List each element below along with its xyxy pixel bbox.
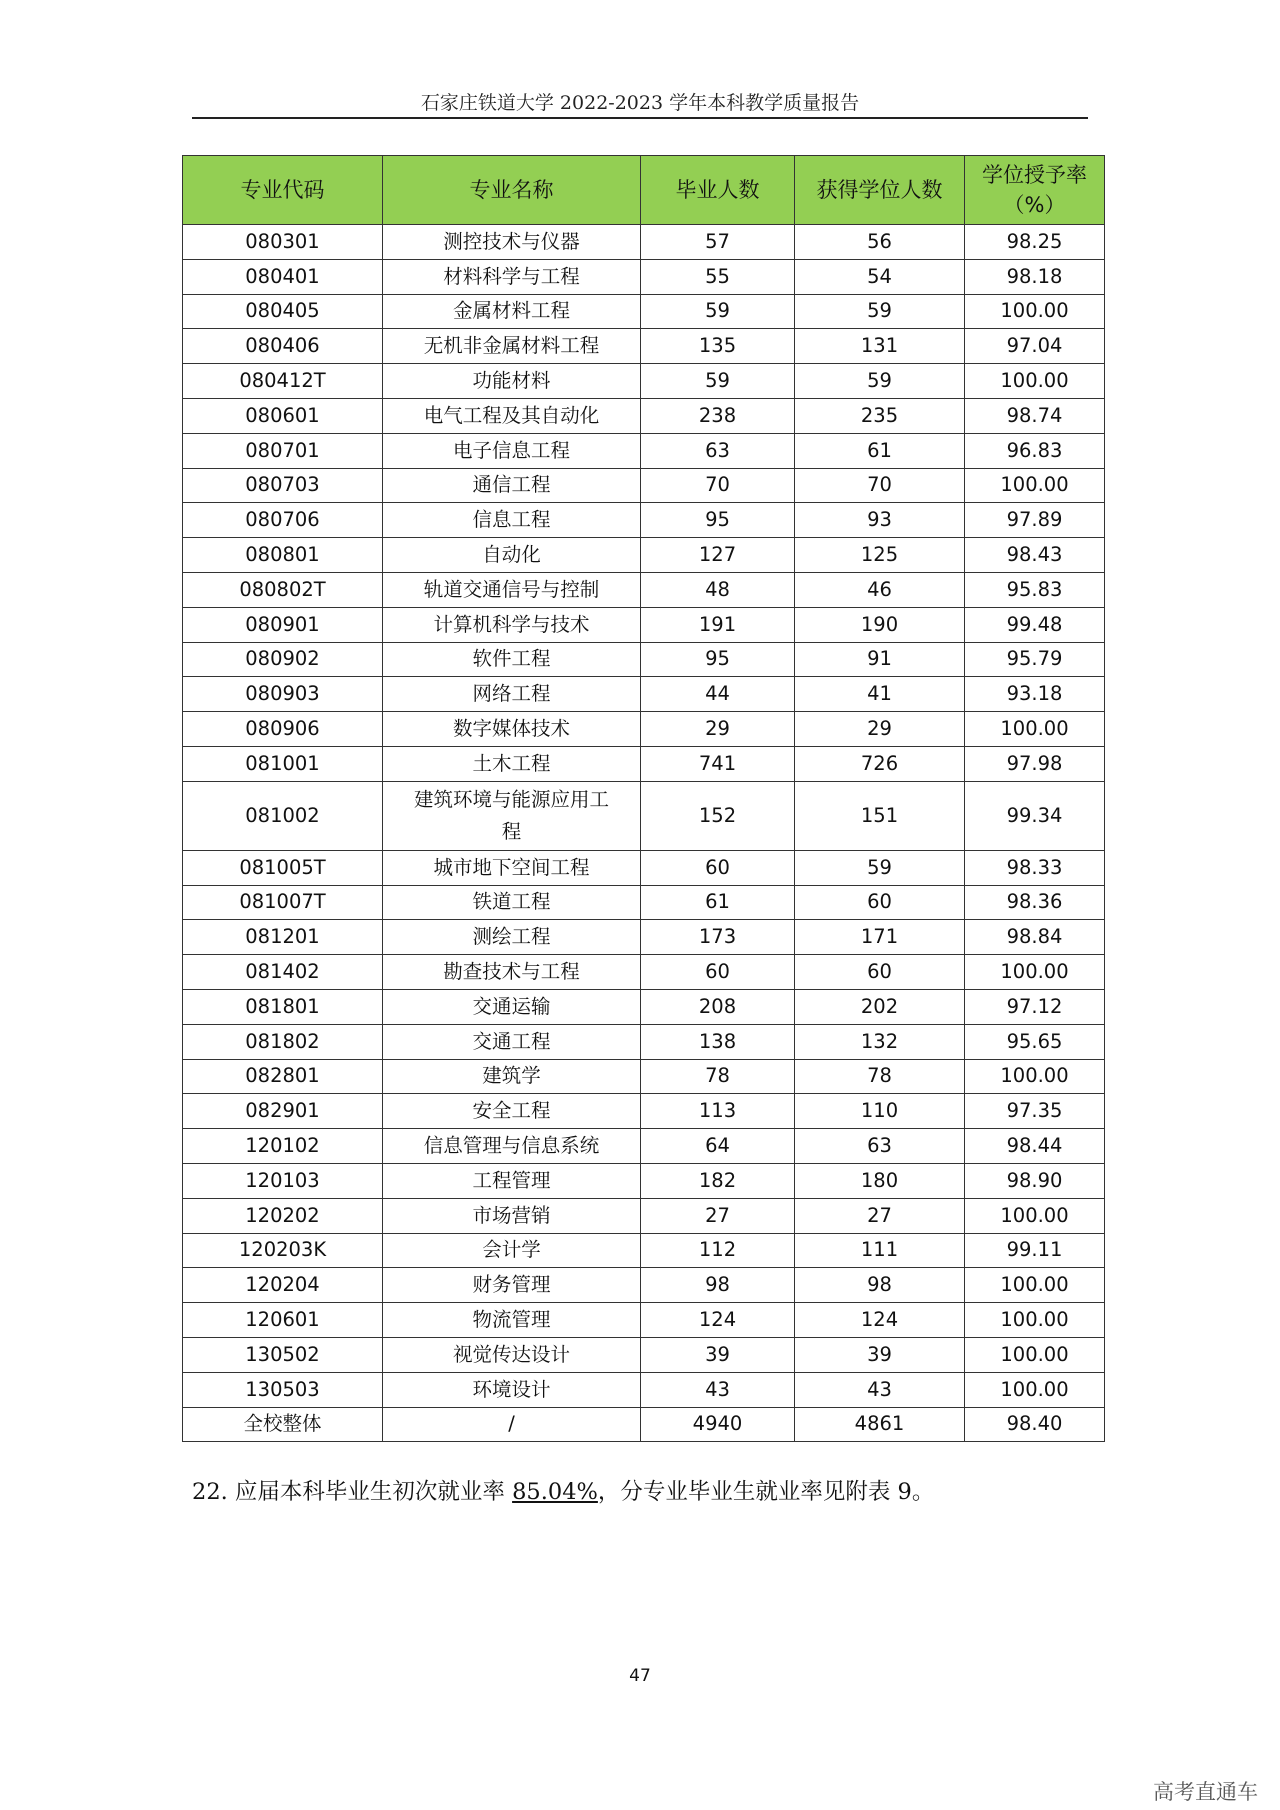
cell-degrees: 63	[795, 1129, 965, 1164]
cell-code: 081007T	[183, 885, 383, 920]
cell-grads: 741	[641, 746, 795, 781]
cell-degrees: 78	[795, 1059, 965, 1094]
table-row	[183, 329, 1105, 364]
cell-grads: 173	[641, 920, 795, 955]
table-row	[183, 225, 1105, 260]
cell-grads: 48	[641, 572, 795, 607]
cell-code: 全校整体	[183, 1407, 383, 1442]
cell-rate: 100.00	[965, 1059, 1105, 1094]
table-row	[183, 1372, 1105, 1407]
cell-code: 120203K	[183, 1233, 383, 1268]
cell-name: 计算机科学与技术	[383, 607, 641, 642]
cell-grads: 59	[641, 364, 795, 399]
cell-rate: 95.83	[965, 572, 1105, 607]
cell-code: 120202	[183, 1198, 383, 1233]
cell-code: 081005T	[183, 850, 383, 885]
cell-degrees: 29	[795, 712, 965, 747]
cell-code: 081201	[183, 920, 383, 955]
cell-name: 无机非金属材料工程	[383, 329, 641, 364]
table-row	[183, 677, 1105, 712]
table-row	[183, 642, 1105, 677]
cell-grads: 29	[641, 712, 795, 747]
header-rule	[192, 117, 1088, 119]
cell-code: 081402	[183, 955, 383, 990]
cell-code: 080405	[183, 294, 383, 329]
employment-rate: 85.04%	[512, 1479, 598, 1505]
cell-rate: 100.00	[965, 955, 1105, 990]
cell-degrees: 43	[795, 1372, 965, 1407]
cell-rate: 97.98	[965, 746, 1105, 781]
cell-code: 080903	[183, 677, 383, 712]
table-row	[183, 294, 1105, 329]
cell-rate: 100.00	[965, 712, 1105, 747]
cell-rate: 98.74	[965, 398, 1105, 433]
cell-rate: 100.00	[965, 1337, 1105, 1372]
cell-degrees: 235	[795, 398, 965, 433]
cell-degrees: 59	[795, 294, 965, 329]
cell-name: 安全工程	[383, 1094, 641, 1129]
table-row	[183, 468, 1105, 503]
cell-grads: 78	[641, 1059, 795, 1094]
cell-grads: 39	[641, 1337, 795, 1372]
cell-rate: 100.00	[965, 364, 1105, 399]
cell-name: 财务管理	[383, 1268, 641, 1303]
cell-grads: 61	[641, 885, 795, 920]
cell-grads: 57	[641, 225, 795, 260]
cell-grads: 64	[641, 1129, 795, 1164]
table-row	[183, 850, 1105, 885]
header-rate	[965, 156, 1105, 225]
cell-rate: 99.11	[965, 1233, 1105, 1268]
cell-rate: 100.00	[965, 1303, 1105, 1338]
cell-code: 080703	[183, 468, 383, 503]
running-header: 石家庄铁道大学 2022-2023 学年本科教学质量报告	[420, 92, 860, 114]
cell-rate: 98.18	[965, 259, 1105, 294]
cell-name: 物流管理	[383, 1303, 641, 1338]
cell-grads: 95	[641, 642, 795, 677]
cell-name: 材料科学与工程	[383, 259, 641, 294]
cell-name: 铁道工程	[383, 885, 641, 920]
cell-grads: 112	[641, 1233, 795, 1268]
cell-grads: 95	[641, 503, 795, 538]
cell-code: 080406	[183, 329, 383, 364]
cell-grads: 43	[641, 1372, 795, 1407]
header-degrees: 获得学位人数	[795, 156, 965, 225]
cell-grads: 113	[641, 1094, 795, 1129]
cell-name: 金属材料工程	[383, 294, 641, 329]
watermark: 高考直通车	[1153, 1780, 1258, 1804]
cell-code: 081801	[183, 989, 383, 1024]
cell-degrees: 151	[795, 781, 965, 850]
cell-code: 081802	[183, 1024, 383, 1059]
table-row	[183, 1094, 1105, 1129]
cell-degrees: 125	[795, 538, 965, 573]
table-row	[183, 364, 1105, 399]
cell-rate: 98.40	[965, 1407, 1105, 1442]
cell-code: 080412T	[183, 364, 383, 399]
cell-grads: 238	[641, 398, 795, 433]
cell-degrees: 60	[795, 885, 965, 920]
cell-rate: 99.48	[965, 607, 1105, 642]
table-row	[183, 572, 1105, 607]
cell-grads: 60	[641, 955, 795, 990]
table-row	[183, 746, 1105, 781]
cell-grads: 27	[641, 1198, 795, 1233]
degree-table	[182, 155, 1105, 1442]
cell-name: /	[383, 1407, 641, 1442]
table-row	[183, 1337, 1105, 1372]
cell-rate: 93.18	[965, 677, 1105, 712]
table-row	[183, 885, 1105, 920]
cell-grads: 98	[641, 1268, 795, 1303]
cell-degrees: 98	[795, 1268, 965, 1303]
table-header-row	[183, 156, 1105, 225]
cell-rate: 97.04	[965, 329, 1105, 364]
cell-grads: 4940	[641, 1407, 795, 1442]
table-row	[183, 1407, 1105, 1442]
cell-name: 勘查技术与工程	[383, 955, 641, 990]
cell-degrees: 59	[795, 364, 965, 399]
cell-degrees: 4861	[795, 1407, 965, 1442]
table-row	[183, 607, 1105, 642]
cell-rate: 100.00	[965, 1268, 1105, 1303]
cell-name: 工程管理	[383, 1163, 641, 1198]
cell-degrees: 46	[795, 572, 965, 607]
cell-grads: 182	[641, 1163, 795, 1198]
table-row	[183, 955, 1105, 990]
cell-degrees: 91	[795, 642, 965, 677]
cell-code: 082801	[183, 1059, 383, 1094]
cell-rate: 97.89	[965, 503, 1105, 538]
cell-degrees: 202	[795, 989, 965, 1024]
cell-rate: 100.00	[965, 1198, 1105, 1233]
table-row	[183, 398, 1105, 433]
table-row	[183, 538, 1105, 573]
cell-code: 080601	[183, 398, 383, 433]
cell-degrees: 93	[795, 503, 965, 538]
header-name: 专业名称	[383, 156, 641, 225]
cell-degrees: 190	[795, 607, 965, 642]
cell-degrees: 171	[795, 920, 965, 955]
cell-name: 自动化	[383, 538, 641, 573]
cell-name: 会计学	[383, 1233, 641, 1268]
cell-degrees: 124	[795, 1303, 965, 1338]
cell-grads: 44	[641, 677, 795, 712]
cell-name: 交通工程	[383, 1024, 641, 1059]
cell-degrees: 726	[795, 746, 965, 781]
cell-code: 080706	[183, 503, 383, 538]
cell-grads: 152	[641, 781, 795, 850]
cell-degrees: 27	[795, 1198, 965, 1233]
table-row	[183, 1233, 1105, 1268]
cell-name: 网络工程	[383, 677, 641, 712]
cell-grads: 127	[641, 538, 795, 573]
cell-name: 功能材料	[383, 364, 641, 399]
cell-code: 130503	[183, 1372, 383, 1407]
table-row	[183, 712, 1105, 747]
cell-rate: 98.25	[965, 225, 1105, 260]
cell-rate: 100.00	[965, 1372, 1105, 1407]
table-row	[183, 1268, 1105, 1303]
table-row	[183, 781, 1105, 850]
cell-name-line1: 建筑环境与能源应用工	[413, 787, 609, 811]
table-row	[183, 503, 1105, 538]
cell-code: 120601	[183, 1303, 383, 1338]
cell-name: 环境设计	[383, 1372, 641, 1407]
cell-code: 080801	[183, 538, 383, 573]
cell-rate: 97.12	[965, 989, 1105, 1024]
cell-code: 120102	[183, 1129, 383, 1164]
header-rate-line2: （%）	[1003, 193, 1066, 217]
table-row	[183, 1129, 1105, 1164]
cell-grads: 63	[641, 433, 795, 468]
table-row	[183, 1198, 1105, 1233]
table-row	[183, 989, 1105, 1024]
cell-rate: 97.35	[965, 1094, 1105, 1129]
cell-rate: 96.83	[965, 433, 1105, 468]
cell-name: 视觉传达设计	[383, 1337, 641, 1372]
cell-degrees: 132	[795, 1024, 965, 1059]
cell-name: 轨道交通信号与控制	[383, 572, 641, 607]
cell-grads: 138	[641, 1024, 795, 1059]
cell-code: 080902	[183, 642, 383, 677]
cell-degrees: 60	[795, 955, 965, 990]
cell-degrees: 70	[795, 468, 965, 503]
cell-degrees: 111	[795, 1233, 965, 1268]
cell-name: 数字媒体技术	[383, 712, 641, 747]
cell-name: 软件工程	[383, 642, 641, 677]
cell-code: 080906	[183, 712, 383, 747]
table-row	[183, 1163, 1105, 1198]
page-number: 47	[629, 1666, 651, 1686]
cell-code: 080701	[183, 433, 383, 468]
cell-rate: 98.36	[965, 885, 1105, 920]
cell-degrees: 61	[795, 433, 965, 468]
cell-name: 土木工程	[383, 746, 641, 781]
cell-name: 市场营销	[383, 1198, 641, 1233]
cell-code: 080401	[183, 259, 383, 294]
employment-paragraph	[192, 1474, 934, 1506]
cell-rate: 98.33	[965, 850, 1105, 885]
cell-code: 120103	[183, 1163, 383, 1198]
cell-name: 测绘工程	[383, 920, 641, 955]
cell-grads: 191	[641, 607, 795, 642]
cell-code: 081002	[183, 781, 383, 850]
cell-rate: 98.43	[965, 538, 1105, 573]
cell-code: 080301	[183, 225, 383, 260]
cell-name: 建筑学	[383, 1059, 641, 1094]
paragraph-suffix: ，分专业毕业生就业率见附表 9。	[597, 1479, 935, 1505]
cell-rate: 99.34	[965, 781, 1105, 850]
header-grads: 毕业人数	[641, 156, 795, 225]
table-row	[183, 1024, 1105, 1059]
cell-grads: 124	[641, 1303, 795, 1338]
cell-rate: 100.00	[965, 294, 1105, 329]
table-row	[183, 1059, 1105, 1094]
cell-rate: 98.44	[965, 1129, 1105, 1164]
cell-grads: 60	[641, 850, 795, 885]
cell-code: 130502	[183, 1337, 383, 1372]
cell-name: 信息工程	[383, 503, 641, 538]
cell-degrees: 180	[795, 1163, 965, 1198]
header-rate-line1: 学位授予率	[982, 163, 1087, 187]
table-row	[183, 259, 1105, 294]
cell-rate: 95.79	[965, 642, 1105, 677]
table-row	[183, 920, 1105, 955]
cell-name	[383, 781, 641, 850]
cell-rate: 98.84	[965, 920, 1105, 955]
cell-degrees: 131	[795, 329, 965, 364]
cell-name: 通信工程	[383, 468, 641, 503]
cell-rate: 95.65	[965, 1024, 1105, 1059]
cell-code: 080901	[183, 607, 383, 642]
cell-degrees: 39	[795, 1337, 965, 1372]
cell-degrees: 54	[795, 259, 965, 294]
cell-name: 电子信息工程	[383, 433, 641, 468]
cell-degrees: 56	[795, 225, 965, 260]
cell-degrees: 41	[795, 677, 965, 712]
cell-grads: 208	[641, 989, 795, 1024]
cell-name: 信息管理与信息系统	[383, 1129, 641, 1164]
cell-code: 081001	[183, 746, 383, 781]
cell-rate: 100.00	[965, 468, 1105, 503]
cell-code: 120204	[183, 1268, 383, 1303]
cell-name: 测控技术与仪器	[383, 225, 641, 260]
cell-name: 交通运输	[383, 989, 641, 1024]
paragraph-prefix: 22. 应届本科毕业生初次就业率	[192, 1479, 513, 1505]
cell-name-line2: 程	[501, 819, 522, 843]
cell-grads: 70	[641, 468, 795, 503]
cell-code: 080802T	[183, 572, 383, 607]
cell-grads: 59	[641, 294, 795, 329]
cell-name: 电气工程及其自动化	[383, 398, 641, 433]
cell-name: 城市地下空间工程	[383, 850, 641, 885]
cell-degrees: 59	[795, 850, 965, 885]
table-row	[183, 1303, 1105, 1338]
cell-rate: 98.90	[965, 1163, 1105, 1198]
cell-degrees: 110	[795, 1094, 965, 1129]
cell-grads: 55	[641, 259, 795, 294]
cell-grads: 135	[641, 329, 795, 364]
header-code: 专业代码	[183, 156, 383, 225]
table-row	[183, 433, 1105, 468]
cell-code: 082901	[183, 1094, 383, 1129]
